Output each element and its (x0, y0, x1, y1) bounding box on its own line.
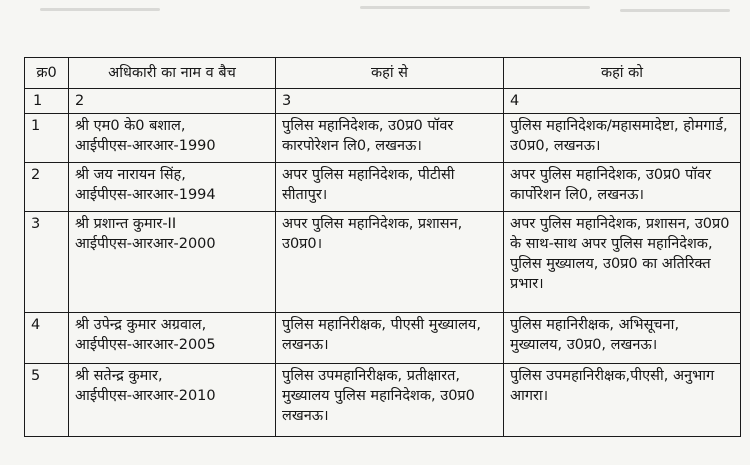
column-number: 1 (25, 89, 69, 114)
table-row (25, 364, 741, 437)
transfer-table (24, 57, 741, 437)
bleed-strip (360, 6, 590, 9)
officer-cell (69, 212, 276, 313)
bleed-strip (40, 8, 160, 11)
scan-bleed-through (0, 0, 750, 30)
officer-batch: आईपीएस-आरआर-1994 (75, 187, 216, 203)
from-cell: पुलिस उपमहानिरीक्षक, प्रतीक्षारत, मुख्यालय पुलिस महानिदेशक, उ0प्र0 लखनऊ। (276, 364, 504, 437)
column-number: 2 (69, 89, 276, 114)
table-row (25, 163, 741, 212)
officer-cell (69, 313, 276, 364)
officer-batch: आईपीएस-आरआर-2010 (75, 388, 216, 404)
officer-cell (69, 364, 276, 437)
from-cell: पुलिस महानिरीक्षक, पीएसी मुख्यालय, लखनऊ। (276, 313, 504, 364)
to-cell: पुलिस महानिदेशक/महासमादेष्टा, होमगार्ड, उ0प्र0, लखनऊ। (504, 114, 741, 163)
serial-cell: 2 (25, 163, 69, 212)
column-number: 4 (504, 89, 741, 114)
serial-cell: 1 (25, 114, 69, 163)
header-serial: क्र0 (25, 58, 69, 89)
from-cell: अपर पुलिस महानिदेशक, प्रशासन, उ0प्र0। (276, 212, 504, 313)
header-to: कहां को (504, 58, 741, 89)
serial-cell: 4 (25, 313, 69, 364)
officer-name: श्री प्रशान्त कुमार-II (75, 216, 177, 232)
from-cell: पुलिस महानिदेशक, उ0प्र0 पॉवर कारपोरेशन लि0, लखनऊ। (276, 114, 504, 163)
serial-cell: 3 (25, 212, 69, 313)
serial-cell: 5 (25, 364, 69, 437)
to-cell: पुलिस उपमहानिरीक्षक,पीएसी, अनुभाग आगरा। (504, 364, 741, 437)
officer-cell (69, 114, 276, 163)
to-cell: अपर पुलिस महानिदेशक, उ0प्र0 पॉवर कार्पोरेशन लि0, लखनऊ। (504, 163, 741, 212)
table-row (25, 114, 741, 163)
officer-batch: आईपीएस-आरआर-1990 (75, 138, 216, 154)
officer-name: श्री जय नारायन सिंह, (75, 167, 186, 183)
officer-cell (69, 163, 276, 212)
table-header-row (25, 58, 741, 89)
officer-batch: आईपीएस-आरआर-2005 (75, 337, 216, 353)
to-cell: अपर पुलिस महानिदेशक, प्रशासन, उ0प्र0 के साथ-साथ अपर पुलिस महानिदेशक, पुलिस मुख्यालय, उ0प्र0 का अतिरिक्त प्रभार। (504, 212, 741, 313)
officer-name: श्री उपेन्द्र कुमार अग्रवाल, (75, 317, 207, 333)
header-from: कहां से (276, 58, 504, 89)
bleed-strip (620, 9, 730, 12)
from-cell: अपर पुलिस महानिदेशक, पीटीसी सीतापुर। (276, 163, 504, 212)
column-number-row (25, 89, 741, 114)
table-row (25, 212, 741, 313)
officer-name: श्री एम0 के0 बशाल, (75, 118, 186, 134)
officer-batch: आईपीएस-आरआर-2000 (75, 236, 216, 252)
table-row (25, 313, 741, 364)
header-officer: अधिकारी का नाम व बैच (69, 58, 276, 89)
officer-name: श्री सतेन्द्र कुमार, (75, 368, 163, 384)
to-cell: पुलिस महानिरीक्षक, अभिसूचना, मुख्यालय, उ0प्र0, लखनऊ। (504, 313, 741, 364)
column-number: 3 (276, 89, 504, 114)
